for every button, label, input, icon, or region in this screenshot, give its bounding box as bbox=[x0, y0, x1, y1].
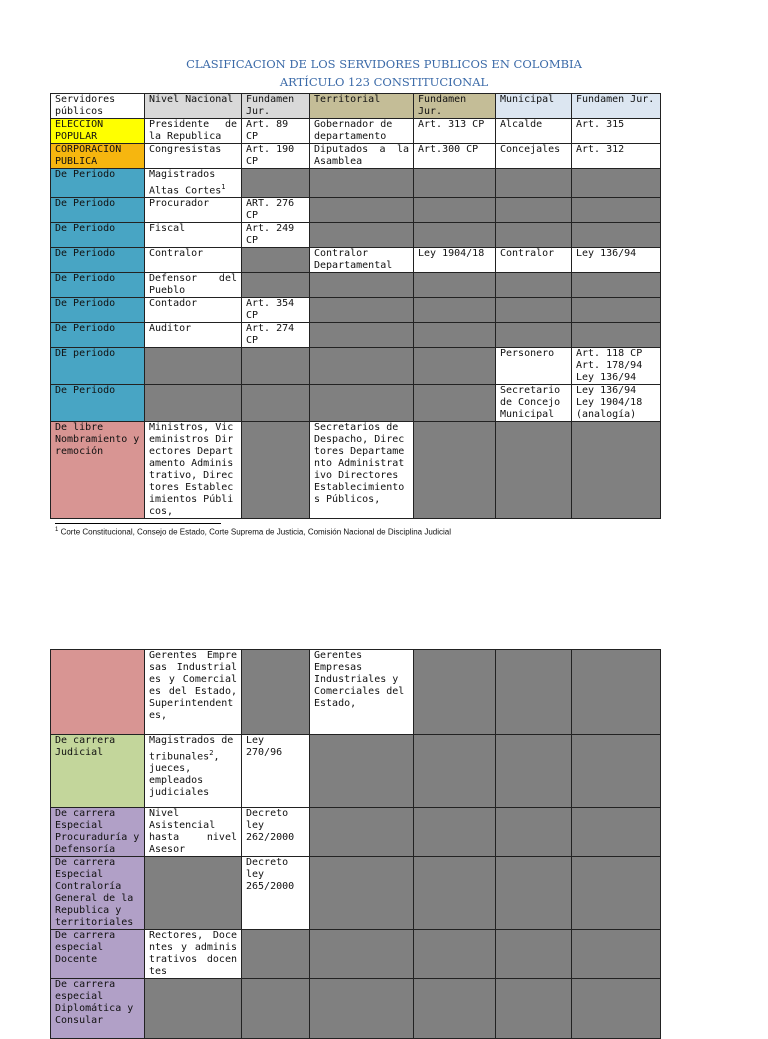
table-cell: Art. 313 CP bbox=[414, 119, 496, 144]
empty-cell bbox=[242, 385, 310, 422]
empty-cell bbox=[496, 857, 572, 930]
table-cell: Ley 136/94 bbox=[572, 248, 661, 273]
empty-cell bbox=[572, 298, 661, 323]
empty-cell bbox=[496, 323, 572, 348]
footnote-ref: 1 bbox=[221, 183, 226, 191]
empty-cell bbox=[496, 223, 572, 248]
table-row bbox=[51, 323, 661, 348]
document-subtitle: ARTÍCULO 123 CONSTITUCIONAL bbox=[279, 75, 489, 89]
empty-cell bbox=[414, 979, 496, 1039]
empty-cell bbox=[414, 930, 496, 979]
empty-cell bbox=[496, 198, 572, 223]
empty-cell bbox=[572, 323, 661, 348]
empty-cell bbox=[414, 857, 496, 930]
table-cell: Secretarios de Despacho, Directores Departamento Administrativo Directores Establecimientos Públicos, bbox=[310, 422, 414, 519]
table-cell: Ley 136/94 Ley 1904/18 (analogía) bbox=[572, 385, 661, 422]
empty-cell bbox=[310, 385, 414, 422]
category-cell: De carrera Especial Contraloría General de la Republica y territoriales bbox=[51, 857, 145, 930]
empty-cell bbox=[242, 273, 310, 298]
table-cell: Rectores, Docentes y administrativos docentes bbox=[145, 930, 242, 979]
footnote bbox=[55, 527, 451, 537]
table-row bbox=[51, 385, 661, 422]
table-cell: Ley 270/96 bbox=[242, 735, 310, 808]
table-cell: Personero bbox=[496, 348, 572, 385]
header-cell: Fundamen Jur. bbox=[242, 94, 310, 119]
empty-cell bbox=[414, 385, 496, 422]
table-cell: Gerentes Empresas Industriales y Comerciales del Estado, bbox=[310, 650, 414, 735]
table-cell: Ministros, Viceministros Directores Departamento Administrativo, Directores Establecimientos Públicos, bbox=[145, 422, 242, 519]
table-cell: Gobernador de departamento bbox=[310, 119, 414, 144]
empty-cell bbox=[310, 735, 414, 808]
table-row bbox=[51, 348, 661, 385]
empty-cell bbox=[414, 348, 496, 385]
empty-cell bbox=[310, 348, 414, 385]
table-row bbox=[51, 248, 661, 273]
category-cell: CORPORACION PUBLICA bbox=[51, 144, 145, 169]
table-cell: Nivel Asistencial hasta nivel Asesor bbox=[145, 808, 242, 857]
table-cell: Contralor bbox=[496, 248, 572, 273]
empty-cell bbox=[496, 169, 572, 198]
table-cell: Gerentes Empresas Industriales y Comerciales del Estado, Superintendentes, bbox=[145, 650, 242, 735]
table-row bbox=[51, 650, 661, 735]
header-cell: Territorial bbox=[310, 94, 414, 119]
empty-cell bbox=[414, 323, 496, 348]
category-cell: De Periodo bbox=[51, 248, 145, 273]
table-row bbox=[51, 144, 661, 169]
empty-cell bbox=[310, 930, 414, 979]
table-cell: Contralor bbox=[145, 248, 242, 273]
footnote-text: Corte Constitucional, Consejo de Estado, Corte Suprema de Justicia, Comisión Nacional de Disciplina Judicial bbox=[60, 527, 451, 537]
empty-cell bbox=[414, 223, 496, 248]
table-cell: Defensor del Pueblo bbox=[145, 273, 242, 298]
empty-cell bbox=[310, 298, 414, 323]
table-cell: Presidente de la Republica bbox=[145, 119, 242, 144]
table-row bbox=[51, 735, 661, 808]
category-cell: DE periodo bbox=[51, 348, 145, 385]
empty-cell bbox=[572, 273, 661, 298]
table-cell: Auditor bbox=[145, 323, 242, 348]
table-cell: Art. 190 CP bbox=[242, 144, 310, 169]
category-cell: De Periodo bbox=[51, 223, 145, 248]
empty-cell bbox=[572, 735, 661, 808]
table-cell: Congresistas bbox=[145, 144, 242, 169]
empty-cell bbox=[145, 857, 242, 930]
empty-cell bbox=[242, 930, 310, 979]
table-row bbox=[51, 857, 661, 930]
header-cell: Servidores públicos bbox=[51, 94, 145, 119]
table-cell: Procurador bbox=[145, 198, 242, 223]
category-cell: De carrera Especial Procuraduría y Defensoría bbox=[51, 808, 145, 857]
empty-cell bbox=[414, 273, 496, 298]
empty-cell bbox=[496, 650, 572, 735]
category-cell: De Periodo bbox=[51, 198, 145, 223]
table-cell: Secretario de Concejo Municipal bbox=[496, 385, 572, 422]
table-cell: Contador bbox=[145, 298, 242, 323]
category-cell: De Periodo bbox=[51, 169, 145, 198]
table-row bbox=[51, 223, 661, 248]
empty-cell bbox=[242, 422, 310, 519]
table-row bbox=[51, 930, 661, 979]
empty-cell bbox=[496, 808, 572, 857]
empty-cell bbox=[310, 857, 414, 930]
category-cell: De carrera especial Docente bbox=[51, 930, 145, 979]
table-cell: Art. 354 CP bbox=[242, 298, 310, 323]
table-cell: ART. 276 CP bbox=[242, 198, 310, 223]
empty-cell bbox=[572, 650, 661, 735]
empty-cell bbox=[310, 323, 414, 348]
empty-cell bbox=[310, 169, 414, 198]
empty-cell bbox=[145, 348, 242, 385]
cell-text: Magistrados Altas Cortes bbox=[149, 169, 222, 197]
cell-text: , jueces, empleados judiciales bbox=[149, 751, 220, 799]
empty-cell bbox=[242, 979, 310, 1039]
empty-cell bbox=[572, 198, 661, 223]
empty-cell bbox=[496, 735, 572, 808]
table-row bbox=[51, 422, 661, 519]
empty-cell bbox=[572, 857, 661, 930]
table-cell: Art. 315 bbox=[572, 119, 661, 144]
table-row bbox=[51, 169, 661, 198]
table-row bbox=[51, 198, 661, 223]
classification-table bbox=[50, 93, 661, 519]
footnote-mark: 1 bbox=[55, 527, 59, 533]
classification-table-continued bbox=[50, 649, 661, 1039]
empty-cell bbox=[414, 169, 496, 198]
footnote-ref: 2 bbox=[209, 749, 214, 757]
table-cell: Decreto ley 265/2000 bbox=[242, 857, 310, 930]
empty-cell bbox=[145, 979, 242, 1039]
table-row bbox=[51, 273, 661, 298]
category-cell: De Periodo bbox=[51, 323, 145, 348]
table-cell bbox=[145, 169, 242, 198]
empty-cell bbox=[414, 650, 496, 735]
empty-cell bbox=[496, 273, 572, 298]
empty-cell bbox=[414, 298, 496, 323]
table-cell: Fiscal bbox=[145, 223, 242, 248]
empty-cell bbox=[572, 979, 661, 1039]
table-cell: Ley 1904/18 bbox=[414, 248, 496, 273]
table-cell: Art. 89 CP bbox=[242, 119, 310, 144]
header-cell: Fundamen Jur. bbox=[414, 94, 496, 119]
empty-cell bbox=[414, 198, 496, 223]
table-header-row bbox=[51, 94, 661, 119]
empty-cell bbox=[145, 385, 242, 422]
category-cell: De Periodo bbox=[51, 273, 145, 298]
category-cell: De carrera Judicial bbox=[51, 735, 145, 808]
header-cell: Nivel Nacional bbox=[145, 94, 242, 119]
table-cell: Art. 118 CP Art. 178/94 Ley 136/94 bbox=[572, 348, 661, 385]
table-row bbox=[51, 119, 661, 144]
empty-cell bbox=[310, 808, 414, 857]
category-cell: De carrera especial Diplomática y Consular bbox=[51, 979, 145, 1039]
table-row bbox=[51, 808, 661, 857]
table-cell: Art.300 CP bbox=[414, 144, 496, 169]
footnote-separator bbox=[55, 523, 221, 524]
empty-cell bbox=[310, 273, 414, 298]
empty-cell bbox=[572, 930, 661, 979]
empty-cell bbox=[496, 930, 572, 979]
empty-cell bbox=[496, 298, 572, 323]
cell-text: Magistrados de tribunales bbox=[149, 735, 234, 763]
table-cell: Concejales bbox=[496, 144, 572, 169]
table-cell: Art. 274 CP bbox=[242, 323, 310, 348]
empty-cell bbox=[572, 422, 661, 519]
empty-cell bbox=[496, 979, 572, 1039]
empty-cell bbox=[242, 348, 310, 385]
empty-cell bbox=[242, 248, 310, 273]
empty-cell bbox=[310, 979, 414, 1039]
empty-cell bbox=[572, 223, 661, 248]
empty-cell bbox=[572, 169, 661, 198]
table-cell: Decreto ley 262/2000 bbox=[242, 808, 310, 857]
empty-cell bbox=[414, 422, 496, 519]
empty-cell bbox=[242, 169, 310, 198]
empty-cell bbox=[414, 735, 496, 808]
table-cell: Art. 312 bbox=[572, 144, 661, 169]
empty-cell bbox=[496, 422, 572, 519]
table-row bbox=[51, 979, 661, 1039]
category-cell: ELECCION POPULAR bbox=[51, 119, 145, 144]
category-cell: De Periodo bbox=[51, 298, 145, 323]
empty-cell bbox=[414, 808, 496, 857]
table-row bbox=[51, 298, 661, 323]
header-cell: Fundamen Jur. bbox=[572, 94, 661, 119]
table-cell: Contralor Departamental bbox=[310, 248, 414, 273]
empty-cell bbox=[310, 223, 414, 248]
empty-cell bbox=[242, 650, 310, 735]
category-cell: De libre Nombramiento y remoción bbox=[51, 422, 145, 519]
empty-cell bbox=[572, 808, 661, 857]
category-cell bbox=[51, 650, 145, 735]
table-cell: Alcalde bbox=[496, 119, 572, 144]
category-cell: De Periodo bbox=[51, 385, 145, 422]
document-title: CLASIFICACION DE LOS SERVIDORES PUBLICOS EN COLOMBIA bbox=[186, 57, 582, 71]
table-cell: Art. 249 CP bbox=[242, 223, 310, 248]
table-cell: Diputados a la Asamblea bbox=[310, 144, 414, 169]
table-cell bbox=[145, 735, 242, 808]
header-cell: Municipal bbox=[496, 94, 572, 119]
empty-cell bbox=[310, 198, 414, 223]
